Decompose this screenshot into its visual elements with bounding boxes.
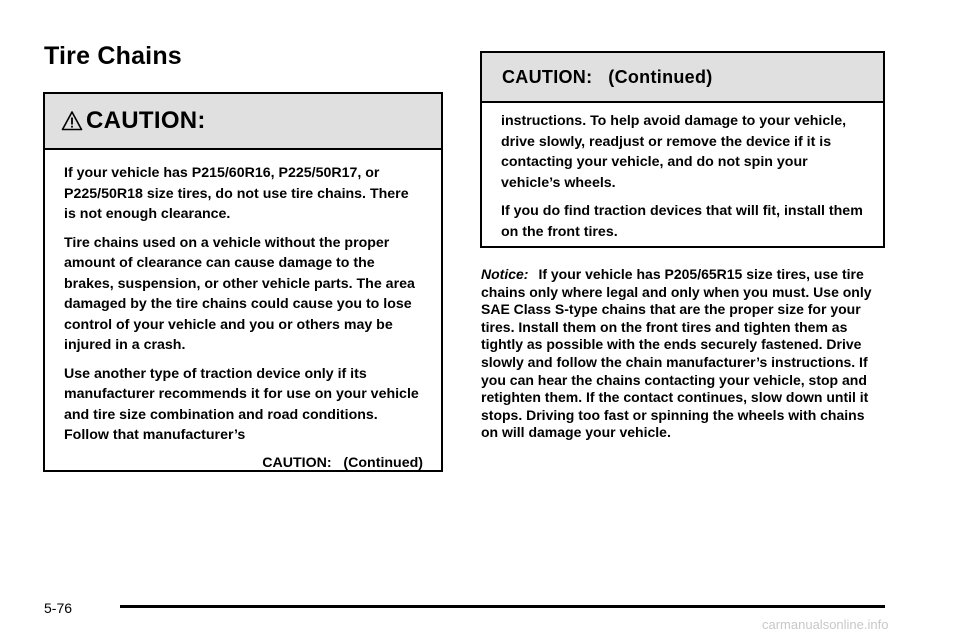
page-number: 5-76 bbox=[44, 600, 73, 616]
caution-body bbox=[45, 150, 441, 471]
caution-heading: CAUTION: bbox=[86, 107, 206, 134]
page-title: Tire Chains bbox=[44, 42, 182, 70]
caution-continued-label: CAUTION: (Continued) bbox=[262, 454, 423, 471]
caution-continued-header bbox=[482, 53, 883, 103]
caution-paragraph: Use another type of traction device only if its manufacturer recommends it for use on your vehicle and tire size combination and road conditions. Follow that manufacturer’s bbox=[64, 365, 419, 443]
watermark: carmanualsonline.info bbox=[762, 617, 889, 632]
caution-header bbox=[45, 94, 441, 150]
notice-label: Notice: bbox=[481, 266, 529, 282]
caution-continued-paragraph: instructions. To help avoid damage to your vehicle, drive slowly, readjust or remove the device if it is contacting your vehicle, and do not spin your vehicle’s wheels. bbox=[501, 113, 847, 191]
caution-continued-heading: CAUTION: (Continued) bbox=[502, 66, 713, 87]
caution-box bbox=[43, 92, 443, 472]
warning-triangle-icon bbox=[61, 110, 83, 132]
caution-paragraph: Tire chains used on a vehicle without the proper amount of clearance can cause damage to the brakes, suspension, or other vehicle parts. The area damaged by the tire chains could cause you to lose control of your vehicle and you or others may be injured in a crash. bbox=[64, 234, 415, 353]
caution-continued-body bbox=[482, 103, 883, 242]
notice-paragraph bbox=[481, 266, 885, 442]
caution-continued-box bbox=[480, 51, 885, 248]
caution-paragraph: If your vehicle has P215/60R16, P225/50R17, or P225/50R18 size tires, do not use tire chains. There is not enough clearance. bbox=[64, 165, 409, 222]
notice-text: If your vehicle has P205/65R15 size tires, use tire chains only where legal and only when you must. Use only SAE Class S-type chains that are the proper size for your tires. Install them on the front tires and tighten them as tightly as possible with the ends securely fastened. Drive slowly and follow the chain manufacturer’s instructions. If you can hear the chains contacting your vehicle, stop and retighten them. If the contact continues, slow down until it stops. Driving too fast or spinning the wheels with chains on will damage your vehicle. bbox=[481, 266, 872, 441]
caution-continued-paragraph: If you do find traction devices that will fit, install them on the front tires. bbox=[501, 203, 863, 240]
footer-rule bbox=[120, 605, 885, 608]
